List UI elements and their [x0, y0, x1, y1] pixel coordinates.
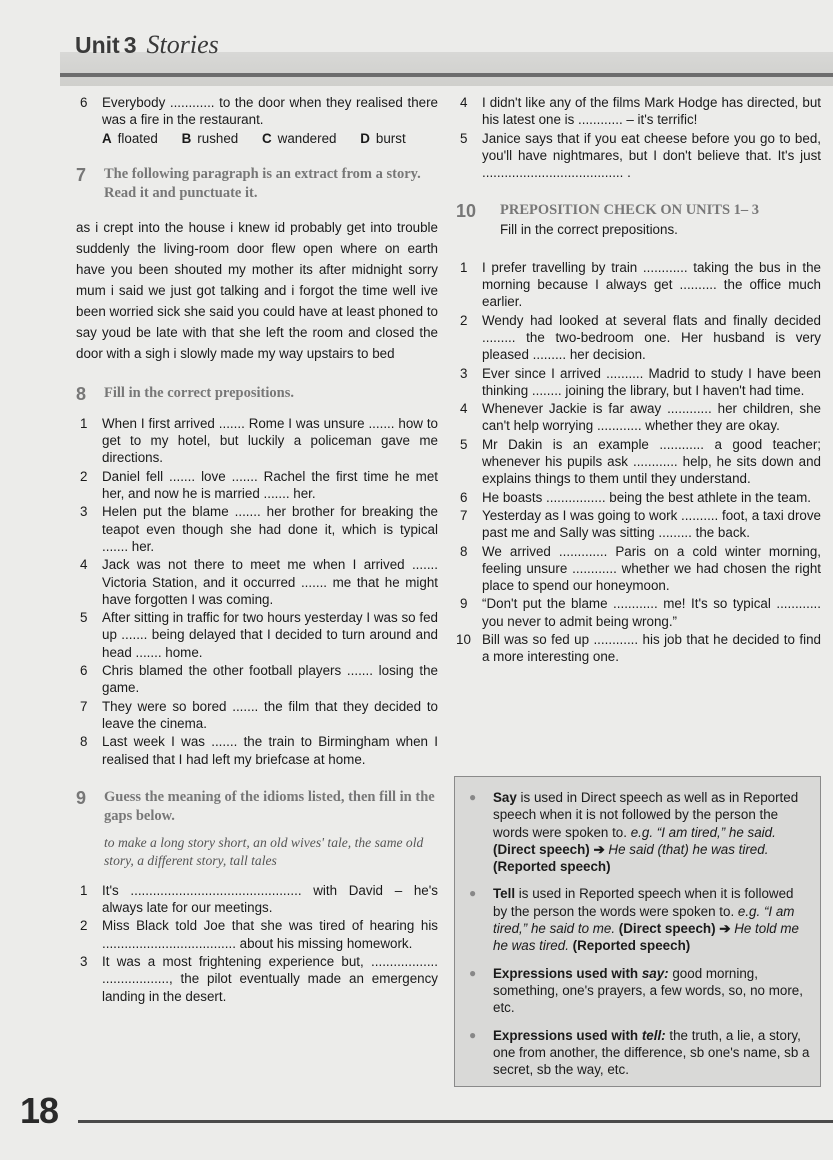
- item-number: 5: [460, 436, 468, 452]
- item-text: When I first arrived ....... Rome I was unsure ....... how to get to my hotel, but luckily a policeman gave me directions.: [102, 415, 438, 466]
- item-text: Everybody ............ to the door when they realised there was a fire in the restaurant.: [102, 95, 438, 128]
- footer-rule: [78, 1120, 833, 1123]
- exercise-item: [456, 130, 821, 182]
- grammar-note-box: [454, 776, 821, 1087]
- item-text: They were so bored ....... the film that they decided to leave the cinema.: [102, 698, 438, 731]
- exercise-item: [456, 543, 821, 595]
- keyword: Say: [493, 790, 517, 805]
- note-text: is used in Reported speech when it is followed by the person the words were spoken to.: [493, 886, 794, 919]
- note-bullet: [469, 789, 810, 875]
- label-text: (Direct speech) ➔: [493, 841, 609, 857]
- item-number: 3: [80, 954, 88, 970]
- bullet-icon: ●: [469, 886, 477, 901]
- header-rule: [60, 73, 833, 77]
- label-text: (Reported speech): [493, 859, 611, 875]
- option-word: wandered: [277, 130, 337, 146]
- item-text: We arrived ............. Paris on a cold winter morning, feeling unsure ............ whether we had chosen the right place to spend our honeymoon.: [482, 543, 821, 594]
- bullet-icon: ●: [469, 965, 477, 980]
- exercise-item: [456, 259, 821, 311]
- item-text: Mr Dakin is an example ............ a good teacher; whenever his pupils ask ............ help, he sits down and explains things to them until they understand.: [482, 436, 821, 487]
- option-word: burst: [375, 130, 406, 146]
- note-text: is used in Direct speech as well as in Reported speech when it is not followed by the person the words were spoken to.: [493, 790, 799, 840]
- item-number: 2: [80, 468, 88, 484]
- item-number: 6: [80, 95, 88, 110]
- item-text: Bill was so fed up ............ his job that he decided to find a more interesting one.: [482, 632, 821, 665]
- item-number: 9: [460, 596, 468, 612]
- exercise-item: [76, 882, 438, 917]
- item-text: It's .............................................. with David – he's always late for our meetings.: [102, 882, 438, 916]
- exercise-item: [76, 733, 438, 768]
- item-text: Jack was not there to meet me when I arrived ....... Victoria Station, and it occurred ....... me that he might have forgotten I was coming.: [102, 557, 438, 607]
- answer-options: [102, 130, 438, 147]
- item-number: 3: [80, 504, 88, 520]
- section-number: 7: [76, 164, 87, 185]
- item-text: Whenever Jackie is far away ............ her children, she can't help worrying ............ whether they are okay.: [482, 401, 821, 434]
- right-column: [456, 94, 821, 667]
- item-number: 3: [460, 365, 468, 381]
- section-7-heading: [76, 165, 438, 203]
- exercise-item: [456, 631, 821, 666]
- bullet-icon: ●: [469, 1027, 477, 1042]
- exercise-item: [76, 917, 438, 952]
- option-letter: A: [102, 130, 112, 146]
- keyword: Tell: [493, 886, 516, 902]
- left-column: [76, 94, 438, 1006]
- exercise-item: [76, 94, 438, 129]
- unit-word: Unit: [75, 32, 120, 58]
- item-text: Yesterday as I was going to work .......... foot, a taxi drove past me and Sally was sitting ......... the back.: [482, 507, 821, 541]
- item-number: 1: [80, 882, 88, 898]
- exercise-item: [456, 94, 821, 129]
- section-8-heading: [76, 384, 438, 404]
- option-letter: D: [360, 130, 370, 146]
- item-number: 2: [80, 918, 88, 934]
- item-text: I didn't like any of the films Mark Hodge has directed, but his latest one is ............ – it's terrific!: [482, 95, 821, 128]
- section-title: Fill in the correct prepositions.: [104, 384, 294, 401]
- section-subtitle: Fill in the correct prepositions.: [500, 222, 678, 238]
- note-bullet: [469, 885, 810, 954]
- item-number: 7: [80, 698, 88, 714]
- item-text: Ever since I arrived .......... Madrid to study I have been thinking ........ joining the library, but I haven't had time.: [482, 365, 821, 398]
- section-number: 9: [76, 787, 87, 808]
- item-text: Wendy had looked at several flats and finally decided ......... the two-bedroom one. Her husband is very pleased ......... her decision.: [482, 312, 821, 363]
- section-10-heading: [456, 201, 821, 221]
- section-number: 10: [456, 201, 477, 222]
- item-number: 5: [460, 130, 468, 146]
- exercise-item: [76, 468, 438, 503]
- keyword-italic: say:: [641, 965, 669, 981]
- idioms-list: to make a long story short, an old wives' tale, the same old story, a different story, tall tales: [104, 834, 424, 868]
- exercise-item: [76, 662, 438, 697]
- section-title: PREPOSITION CHECK ON UNITS 1– 3: [500, 202, 760, 219]
- item-text: I prefer travelling by train ............ taking the bus in the morning because I always get .......... the office much earlier.: [482, 259, 821, 310]
- exercise-item: [76, 503, 438, 555]
- section-10-items: [456, 259, 821, 666]
- item-number: 1: [460, 259, 468, 275]
- exercise-item: [456, 595, 821, 630]
- note-text: good morning, something, one's prayers, a few words, so, no more, etc.: [493, 965, 803, 1016]
- exercise-item: [456, 400, 821, 435]
- item-number: 6: [460, 489, 468, 505]
- item-number: 6: [80, 663, 88, 679]
- item-number: 5: [80, 610, 88, 626]
- note-text: the truth, a lie, a story, one from another, the difference, sb one's name, sb a secret, sb the way, etc.: [493, 1027, 810, 1078]
- example-text: He said (that) he was tired.: [608, 841, 769, 857]
- option-word: floated: [117, 130, 158, 146]
- exercise-item: [76, 953, 438, 1005]
- unit-heading: [75, 30, 219, 60]
- option-word: rushed: [197, 130, 239, 146]
- item-number: 1: [80, 415, 88, 431]
- item-text: Last week I was ....... the train to Birmingham when I realised that I had left my briefcase at home.: [102, 734, 438, 767]
- item-text: “Don't put the blame ............ me! It's so typical ............ you never to admit being wrong.”: [482, 596, 821, 629]
- example-text: e.g. “I am tired,” he said.: [630, 824, 776, 840]
- item-number: 8: [460, 543, 468, 559]
- keyword: Expressions used with: [493, 1027, 642, 1043]
- unit-number: 3: [123, 32, 137, 58]
- page-number: 18: [20, 1090, 59, 1131]
- item-text: Miss Black told Joe that she was tired of hearing his .................................... about his missing homework.: [102, 918, 438, 951]
- item-text: After sitting in traffic for two hours yesterday I was so fed up ....... being delayed that I decided to turn around and head ....... home.: [102, 610, 438, 660]
- section-8-items: [76, 415, 438, 768]
- exercise-item: [456, 312, 821, 364]
- item-text: Janice says that if you eat cheese before you go to bed, you'll have nightmares, but I don't believe that. It's just ...................................... .: [482, 130, 821, 181]
- section-9-heading: [76, 788, 438, 826]
- item-number: 8: [80, 734, 88, 750]
- item-text: Daniel fell ....... love ....... Rachel the first time he met her, and now he is married ....... her.: [102, 468, 438, 502]
- bullet-icon: ●: [469, 790, 477, 804]
- section-title: The following paragraph is an extract from a story. Read it and punctuate it.: [104, 165, 421, 201]
- item-number: 7: [460, 507, 468, 523]
- item-number: 10: [456, 632, 471, 648]
- punctuation-paragraph: as i crept into the house i knew id probably get into trouble suddenly the living-room door flew open where on earth have you been shouted my mother its after midnight sorry mum i said we just got talking and i forgot the time well ive been worried sick she said you could have at least phoned to say youd be late with that she left the room and closed the door with a sigh i slowly made my way upstairs to bed: [76, 219, 438, 361]
- section-title: Guess the meaning of the idioms listed, then fill in the gaps below.: [104, 788, 435, 824]
- example-text: He told me he was tired.: [493, 921, 799, 954]
- option-letter: C: [261, 130, 272, 146]
- section-number: 8: [76, 383, 87, 404]
- exercise-item: [456, 507, 821, 542]
- item-number: 4: [460, 95, 468, 110]
- item-number: 4: [80, 557, 88, 573]
- section-9-items: [76, 882, 438, 1005]
- unit-title: Stories: [146, 30, 219, 59]
- note-bullet: [469, 1027, 810, 1079]
- exercise-item: [76, 556, 438, 608]
- exercise-item: [76, 698, 438, 733]
- item-text: It was a most frightening experience but, .................. .................., the pilot eventually made an emergency landing in the desert.: [102, 954, 438, 1004]
- note-bullet: [469, 965, 810, 1017]
- keyword: Expressions used with: [493, 965, 642, 981]
- exercise-item: [456, 365, 821, 400]
- exercise-item: [76, 609, 438, 661]
- item-number: 2: [460, 312, 468, 328]
- item-text: Helen put the blame ....... her brother for breaking the teapot even though she had done it, which is typical ....... her.: [102, 504, 438, 554]
- option-letter: B: [181, 130, 192, 146]
- item-text: Chris blamed the other football players ....... losing the game.: [102, 663, 438, 696]
- item-number: 4: [460, 401, 468, 417]
- label-text: (Direct speech) ➔: [615, 921, 735, 937]
- exercise-item: [456, 436, 821, 488]
- exercise-item: [456, 489, 821, 506]
- example-text: e.g. “I am tired,” he said to me.: [493, 903, 795, 937]
- exercise-item: [76, 415, 438, 467]
- keyword-italic: tell:: [641, 1027, 666, 1043]
- label-text: (Reported speech): [568, 938, 691, 954]
- item-text: He boasts ................ being the best athlete in the team.: [482, 489, 811, 505]
